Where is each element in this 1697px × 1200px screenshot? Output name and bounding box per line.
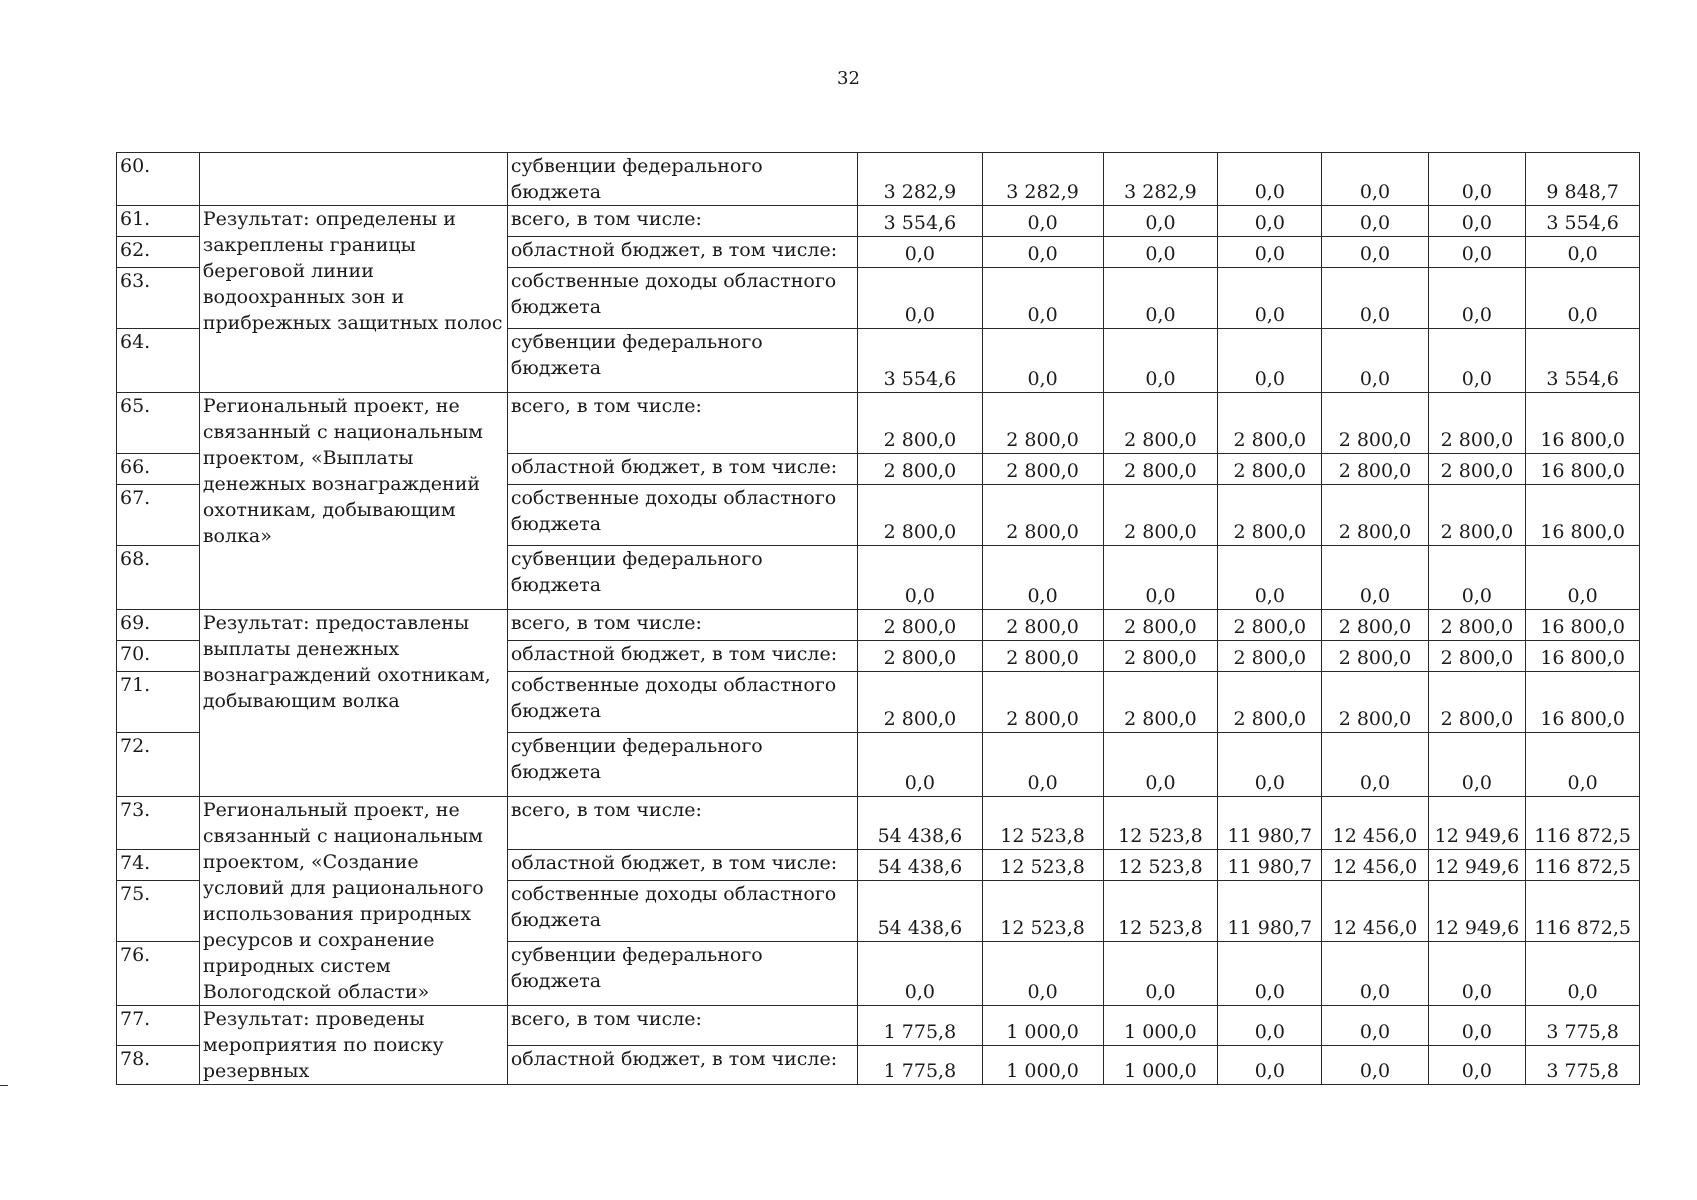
value-total-cell: 116 872,5 xyxy=(1526,797,1640,850)
funding-source: собственные доходы областного бюджета xyxy=(507,485,857,546)
value-cell: 0,0 xyxy=(1103,942,1218,1006)
funding-source: собственные доходы областного бюджета xyxy=(507,881,857,942)
value-total-cell: 16 800,0 xyxy=(1526,672,1640,733)
row-number: 64. xyxy=(117,329,200,393)
funding-source: субвенции федерального бюджета xyxy=(507,329,857,393)
value-cell: 2 800,0 xyxy=(982,454,1103,485)
funding-source: субвенции федерального бюджета xyxy=(507,942,857,1006)
table-row xyxy=(117,393,1640,454)
value-cell: 0,0 xyxy=(1428,1045,1526,1085)
row-number: 67. xyxy=(117,485,200,546)
value-total-cell: 16 800,0 xyxy=(1526,641,1640,672)
funding-source: субвенции федерального бюджета xyxy=(507,153,857,206)
value-cell: 0,0 xyxy=(1322,329,1428,393)
value-cell: 2 800,0 xyxy=(1322,485,1428,546)
value-cell: 0,0 xyxy=(1428,237,1526,268)
value-cell: 2 800,0 xyxy=(1322,454,1428,485)
value-cell: 0,0 xyxy=(1322,942,1428,1006)
value-cell: 0,0 xyxy=(1103,237,1218,268)
value-cell: 1 000,0 xyxy=(982,1045,1103,1085)
value-cell: 2 800,0 xyxy=(1322,393,1428,454)
value-cell: 12 949,6 xyxy=(1428,881,1526,942)
value-total-cell: 9 848,7 xyxy=(1526,153,1640,206)
value-cell: 2 800,0 xyxy=(1428,672,1526,733)
value-cell: 0,0 xyxy=(982,546,1103,610)
funding-source: всего, в том числе: xyxy=(507,1006,857,1046)
value-cell: 2 800,0 xyxy=(1218,454,1322,485)
value-cell: 0,0 xyxy=(858,733,982,797)
table-row xyxy=(117,153,1640,206)
value-cell: 2 800,0 xyxy=(1103,454,1218,485)
value-cell: 0,0 xyxy=(1428,1006,1526,1046)
funding-source: субвенции федерального бюджета xyxy=(507,733,857,797)
value-total-cell: 16 800,0 xyxy=(1526,393,1640,454)
value-total-cell: 16 800,0 xyxy=(1526,610,1640,641)
row-number: 68. xyxy=(117,546,200,610)
value-cell: 0,0 xyxy=(1428,153,1526,206)
value-cell: 2 800,0 xyxy=(1218,641,1322,672)
value-cell: 2 800,0 xyxy=(858,393,982,454)
value-total-cell: 3 775,8 xyxy=(1526,1006,1640,1046)
row-number: 77. xyxy=(117,1006,200,1046)
value-cell: 2 800,0 xyxy=(1218,672,1322,733)
page-number: 32 xyxy=(837,68,860,89)
value-cell: 0,0 xyxy=(982,206,1103,237)
value-cell: 2 800,0 xyxy=(982,641,1103,672)
value-cell: 0,0 xyxy=(1322,153,1428,206)
table-row xyxy=(117,610,1640,641)
row-description: Региональный проект, не связанный с национальным проектом, «Создание условий для рационального использования природных ресурсов и сохранение природных систем Вологодской области» xyxy=(199,797,507,1006)
value-total-cell: 0,0 xyxy=(1526,942,1640,1006)
value-total-cell: 0,0 xyxy=(1526,237,1640,268)
funding-source: областной бюджет, в том числе: xyxy=(507,454,857,485)
value-cell: 0,0 xyxy=(1322,733,1428,797)
value-total-cell: 16 800,0 xyxy=(1526,485,1640,546)
value-cell: 12 523,8 xyxy=(1103,797,1218,850)
value-cell: 3 554,6 xyxy=(858,329,982,393)
value-total-cell: 3 554,6 xyxy=(1526,329,1640,393)
value-total-cell: 0,0 xyxy=(1526,268,1640,329)
value-cell: 12 456,0 xyxy=(1322,881,1428,942)
row-number: 69. xyxy=(117,610,200,641)
value-cell: 1 000,0 xyxy=(1103,1006,1218,1046)
value-cell: 12 456,0 xyxy=(1322,850,1428,881)
funding-source: всего, в том числе: xyxy=(507,393,857,454)
funding-source: областной бюджет, в том числе: xyxy=(507,1045,857,1085)
value-cell: 1 775,8 xyxy=(858,1045,982,1085)
value-cell: 0,0 xyxy=(1218,268,1322,329)
value-cell: 0,0 xyxy=(982,237,1103,268)
value-cell: 54 438,6 xyxy=(858,850,982,881)
value-cell: 2 800,0 xyxy=(982,393,1103,454)
table-row xyxy=(117,797,1640,850)
value-cell: 2 800,0 xyxy=(1103,641,1218,672)
value-cell: 54 438,6 xyxy=(858,797,982,850)
value-total-cell: 16 800,0 xyxy=(1526,454,1640,485)
value-cell: 0,0 xyxy=(1218,733,1322,797)
row-description: Результат: предоставлены выплаты денежных вознаграждений охотникам, добывающим волка xyxy=(199,610,507,797)
value-cell: 1 000,0 xyxy=(982,1006,1103,1046)
funding-source: всего, в том числе: xyxy=(507,206,857,237)
table-row xyxy=(117,1006,1640,1046)
row-number: 63. xyxy=(117,268,200,329)
value-cell: 12 949,6 xyxy=(1428,850,1526,881)
value-cell: 2 800,0 xyxy=(1428,610,1526,641)
value-cell: 0,0 xyxy=(982,942,1103,1006)
value-cell: 0,0 xyxy=(1103,206,1218,237)
value-cell: 2 800,0 xyxy=(982,485,1103,546)
value-total-cell: 116 872,5 xyxy=(1526,881,1640,942)
value-cell: 0,0 xyxy=(858,268,982,329)
row-number: 73. xyxy=(117,797,200,850)
value-cell: 11 980,7 xyxy=(1218,881,1322,942)
value-cell: 0,0 xyxy=(1103,329,1218,393)
value-cell: 1 775,8 xyxy=(858,1006,982,1046)
value-cell: 12 523,8 xyxy=(982,797,1103,850)
value-cell: 0,0 xyxy=(1428,942,1526,1006)
value-cell: 2 800,0 xyxy=(1428,485,1526,546)
value-total-cell: 0,0 xyxy=(1526,546,1640,610)
value-cell: 2 800,0 xyxy=(858,485,982,546)
value-cell: 12 523,8 xyxy=(1103,881,1218,942)
value-cell: 2 800,0 xyxy=(1103,393,1218,454)
value-cell: 11 980,7 xyxy=(1218,850,1322,881)
funding-source: областной бюджет, в том числе: xyxy=(507,237,857,268)
value-cell: 0,0 xyxy=(858,942,982,1006)
value-cell: 0,0 xyxy=(1428,206,1526,237)
value-cell: 2 800,0 xyxy=(1322,641,1428,672)
value-cell: 0,0 xyxy=(982,268,1103,329)
value-cell: 0,0 xyxy=(1218,1045,1322,1085)
row-number: 60. xyxy=(117,153,200,206)
value-total-cell: 116 872,5 xyxy=(1526,850,1640,881)
value-total-cell: 3 775,8 xyxy=(1526,1045,1640,1085)
value-cell: 2 800,0 xyxy=(858,454,982,485)
value-cell: 0,0 xyxy=(982,733,1103,797)
margin-mark xyxy=(0,1085,8,1086)
value-cell: 1 000,0 xyxy=(1103,1045,1218,1085)
value-cell: 2 800,0 xyxy=(1322,672,1428,733)
value-cell: 0,0 xyxy=(1322,1006,1428,1046)
value-cell: 2 800,0 xyxy=(858,672,982,733)
value-cell: 0,0 xyxy=(1218,153,1322,206)
funding-source: всего, в том числе: xyxy=(507,610,857,641)
value-total-cell: 0,0 xyxy=(1526,733,1640,797)
value-cell: 12 523,8 xyxy=(982,850,1103,881)
funding-source: собственные доходы областного бюджета xyxy=(507,268,857,329)
value-cell: 0,0 xyxy=(1218,329,1322,393)
funding-source: областной бюджет, в том числе: xyxy=(507,641,857,672)
row-number: 66. xyxy=(117,454,200,485)
row-description: Региональный проект, не связанный с национальным проектом, «Выплаты денежных вознаграждений охотникам, добывающим волка» xyxy=(199,393,507,610)
value-cell: 12 456,0 xyxy=(1322,797,1428,850)
value-cell: 3 282,9 xyxy=(982,153,1103,206)
row-description xyxy=(199,153,507,206)
value-cell: 0,0 xyxy=(1103,546,1218,610)
value-cell: 3 282,9 xyxy=(1103,153,1218,206)
value-cell: 0,0 xyxy=(1322,546,1428,610)
row-number: 74. xyxy=(117,850,200,881)
row-number: 78. xyxy=(117,1045,200,1085)
budget-table xyxy=(116,152,1640,1085)
value-cell: 0,0 xyxy=(1428,268,1526,329)
value-cell: 2 800,0 xyxy=(1428,454,1526,485)
value-cell: 0,0 xyxy=(1218,942,1322,1006)
value-cell: 2 800,0 xyxy=(1218,393,1322,454)
row-number: 62. xyxy=(117,237,200,268)
value-cell: 0,0 xyxy=(858,546,982,610)
value-cell: 0,0 xyxy=(1218,237,1322,268)
value-cell: 0,0 xyxy=(982,329,1103,393)
table-row xyxy=(117,206,1640,237)
value-cell: 0,0 xyxy=(1218,206,1322,237)
row-description: Результат: определены и закреплены границы береговой линии водоохранных зон и прибрежных защитных полос xyxy=(199,206,507,393)
value-cell: 2 800,0 xyxy=(858,641,982,672)
value-cell: 12 949,6 xyxy=(1428,797,1526,850)
value-cell: 11 980,7 xyxy=(1218,797,1322,850)
value-cell: 2 800,0 xyxy=(982,610,1103,641)
value-cell: 0,0 xyxy=(1218,1006,1322,1046)
value-cell: 2 800,0 xyxy=(982,672,1103,733)
value-cell: 0,0 xyxy=(1322,206,1428,237)
funding-source: всего, в том числе: xyxy=(507,797,857,850)
value-cell: 12 523,8 xyxy=(982,881,1103,942)
value-cell: 0,0 xyxy=(1428,329,1526,393)
row-number: 71. xyxy=(117,672,200,733)
value-cell: 2 800,0 xyxy=(1103,485,1218,546)
row-number: 76. xyxy=(117,942,200,1006)
value-cell: 2 800,0 xyxy=(1218,485,1322,546)
value-cell: 0,0 xyxy=(1322,268,1428,329)
value-cell: 2 800,0 xyxy=(1103,672,1218,733)
value-cell: 0,0 xyxy=(1103,268,1218,329)
value-total-cell: 3 554,6 xyxy=(1526,206,1640,237)
value-cell: 3 554,6 xyxy=(858,206,982,237)
value-cell: 2 800,0 xyxy=(1428,641,1526,672)
row-number: 70. xyxy=(117,641,200,672)
row-number: 65. xyxy=(117,393,200,454)
value-cell: 2 800,0 xyxy=(1428,393,1526,454)
value-cell: 3 282,9 xyxy=(858,153,982,206)
value-cell: 2 800,0 xyxy=(1103,610,1218,641)
value-cell: 0,0 xyxy=(1322,1045,1428,1085)
funding-source: областной бюджет, в том числе: xyxy=(507,850,857,881)
value-cell: 2 800,0 xyxy=(1322,610,1428,641)
value-cell: 54 438,6 xyxy=(858,881,982,942)
value-cell: 0,0 xyxy=(1103,733,1218,797)
value-cell: 0,0 xyxy=(1428,733,1526,797)
row-description: Результат: проведены мероприятия по поиску резервных xyxy=(199,1006,507,1085)
value-cell: 0,0 xyxy=(1428,546,1526,610)
value-cell: 0,0 xyxy=(1218,546,1322,610)
funding-source: субвенции федерального бюджета xyxy=(507,546,857,610)
value-cell: 0,0 xyxy=(1322,237,1428,268)
row-number: 75. xyxy=(117,881,200,942)
row-number: 72. xyxy=(117,733,200,797)
funding-source: собственные доходы областного бюджета xyxy=(507,672,857,733)
value-cell: 0,0 xyxy=(858,237,982,268)
value-cell: 2 800,0 xyxy=(1218,610,1322,641)
row-number: 61. xyxy=(117,206,200,237)
value-cell: 2 800,0 xyxy=(858,610,982,641)
value-cell: 12 523,8 xyxy=(1103,850,1218,881)
